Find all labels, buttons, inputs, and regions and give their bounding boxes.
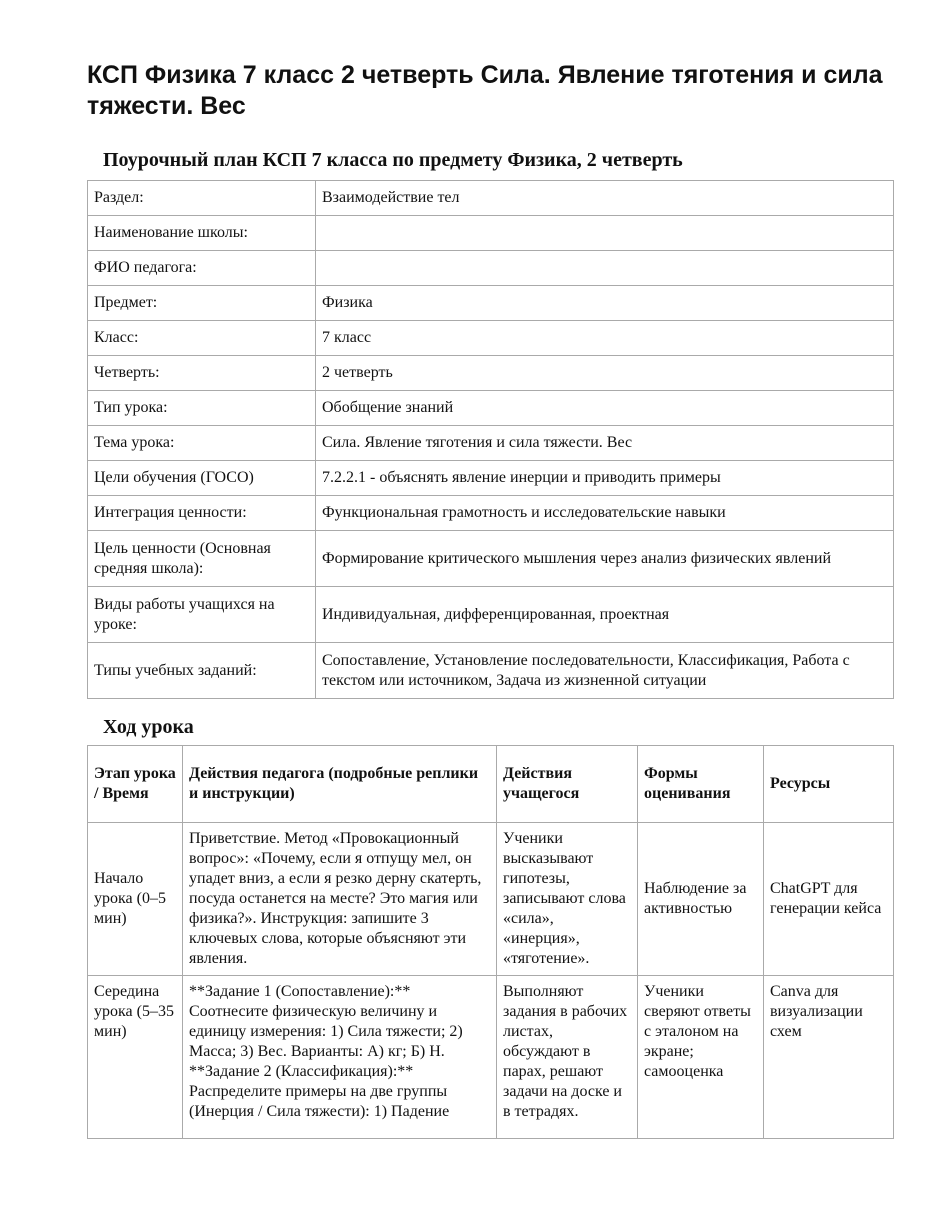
info-value: Обобщение знаний: [316, 391, 894, 426]
info-value: Сопоставление, Установление последовательности, Классификация, Работа с текстом или источником, Задача из жизненной ситуации: [316, 643, 894, 699]
info-value: 7 класс: [316, 321, 894, 356]
lesson-row-middle: [88, 976, 894, 1139]
lesson-stage: Середина урока (5–35 мин): [88, 976, 183, 1139]
info-value: Сила. Явление тяготения и сила тяжести. Вес: [316, 426, 894, 461]
lesson-teacher-actions: Приветствие. Метод «Провокационный вопрос»: «Почему, если я отпущу мел, он упадет вниз, а если я резко дерну скатерть, посуда останется на месте? Это магия или физика?». Инструкция: запишите 3 ключевых слова, которые объясняют эти явления.: [183, 823, 497, 976]
info-row-lesson-type: [88, 391, 894, 426]
info-row-work-types: [88, 587, 894, 643]
info-label: Наименование школы:: [88, 216, 316, 251]
info-row-task-types: [88, 643, 894, 699]
header-student-actions: Действия учащегося: [497, 746, 638, 823]
lesson-assessment: Ученики сверяют ответы с эталоном на экране; самооценка: [638, 976, 764, 1139]
info-label: ФИО педагога:: [88, 251, 316, 286]
info-row-grade: [88, 321, 894, 356]
info-row-school: [88, 216, 894, 251]
info-label: Цели обучения (ГОСО): [88, 461, 316, 496]
info-value: [316, 251, 894, 286]
info-row-subject: [88, 286, 894, 321]
info-label: Тема урока:: [88, 426, 316, 461]
info-label: Типы учебных заданий:: [88, 643, 316, 699]
info-value: Индивидуальная, дифференцированная, проектная: [316, 587, 894, 643]
info-value: 2 четверть: [316, 356, 894, 391]
info-value: [316, 216, 894, 251]
info-label: Раздел:: [88, 181, 316, 216]
header-teacher-actions: Действия педагога (подробные реплики и инструкции): [183, 746, 497, 823]
info-label: Виды работы учащихся на уроке:: [88, 587, 316, 643]
lesson-student-actions: Ученики высказывают гипотезы, записывают слова «сила», «инерция», «тяготение».: [497, 823, 638, 976]
lesson-flow-table: [87, 745, 894, 1139]
header-stage: Этап урока / Время: [88, 746, 183, 823]
lesson-stage: Начало урока (0–5 мин): [88, 823, 183, 976]
plan-heading: Поурочный план КСП 7 класса по предмету Физика, 2 четверть: [103, 149, 683, 171]
header-assessment: Формы оценивания: [638, 746, 764, 823]
info-label: Интеграция ценности:: [88, 496, 316, 531]
header-resources: Ресурсы: [764, 746, 894, 823]
lesson-header-row: [88, 746, 894, 823]
info-row-value-integration: [88, 496, 894, 531]
info-label: Предмет:: [88, 286, 316, 321]
info-value: Функциональная грамотность и исследовательские навыки: [316, 496, 894, 531]
lesson-teacher-actions: **Задание 1 (Сопоставление):** Соотнесите физическую величину и единицу измерения: 1) Сила тяжести; 2) Масса; 3) Вес. Варианты: А) кг; Б) Н. **Задание 2 (Классификация):** Распределите примеры на две группы (Инерция / Сила тяжести): 1) Падение: [183, 976, 497, 1139]
info-row-teacher: [88, 251, 894, 286]
info-label: Тип урока:: [88, 391, 316, 426]
lesson-heading: Ход урока: [103, 716, 194, 738]
info-label: Цель ценности (Основная средняя школа):: [88, 531, 316, 587]
info-row-topic: [88, 426, 894, 461]
info-value: Физика: [316, 286, 894, 321]
info-row-learning-goals: [88, 461, 894, 496]
lesson-resources: ChatGPT для генерации кейса: [764, 823, 894, 976]
info-label: Четверть:: [88, 356, 316, 391]
info-value: Взаимодействие тел: [316, 181, 894, 216]
lesson-assessment: Наблюдение за активностью: [638, 823, 764, 976]
info-row-section: [88, 181, 894, 216]
lesson-row-start: [88, 823, 894, 976]
document-page: [87, 60, 893, 1139]
lesson-info-table: [87, 180, 894, 699]
info-row-quarter: [88, 356, 894, 391]
lesson-resources: Canva для визуализации схем: [764, 976, 894, 1139]
page-title: КСП Физика 7 класс 2 четверть Сила. Явление тяготения и сила тяжести. Вес: [87, 61, 883, 120]
info-label: Класс:: [88, 321, 316, 356]
info-row-value-goal: [88, 531, 894, 587]
info-value: Формирование критического мышления через анализ физических явлений: [316, 531, 894, 587]
info-value: 7.2.2.1 - объяснять явление инерции и приводить примеры: [316, 461, 894, 496]
lesson-student-actions: Выполняют задания в рабочих листах, обсуждают в парах, решают задачи на доске и в тетрадях.: [497, 976, 638, 1139]
